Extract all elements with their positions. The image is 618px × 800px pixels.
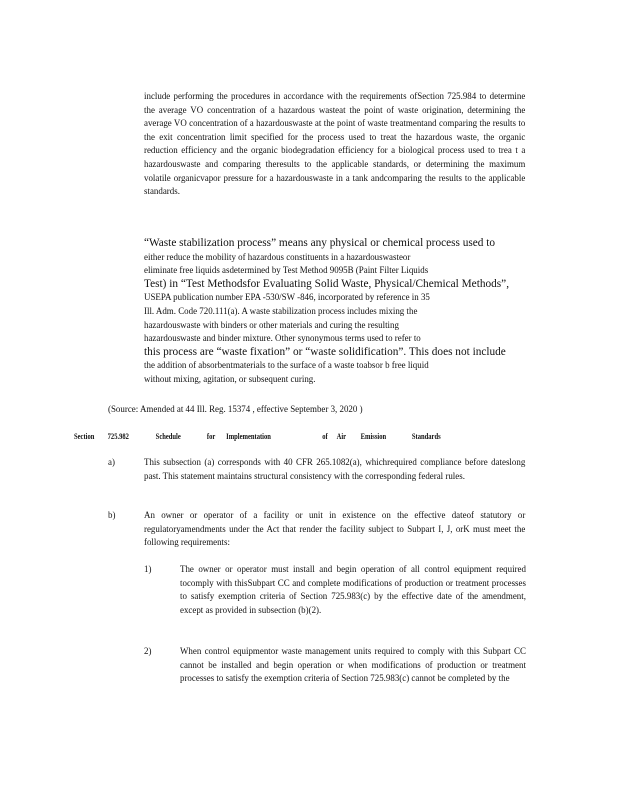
definition-line: the addition of absorbentmaterials to the surface of a waste toabsor b free liquid: [144, 360, 429, 372]
section-title-word: of: [322, 432, 328, 441]
definition-line: this process are “waste fixation” or “waste solidification”. This does not include: [144, 345, 506, 358]
section-title-word: Standards: [411, 432, 441, 441]
definition-line: hazardouswaste with binders or other materials and curing the resulting: [144, 319, 399, 331]
subsection-b-text: An owner or operator of a facility or unit in existence on the effective dateof statutory or regulatoryamendments under the Act that render the facility subject to Subpart I, J, orK must meet the following requirements:: [144, 510, 526, 549]
subsection-b1-label: 1): [144, 564, 152, 575]
definition-line: Test) in “Test Methodsfor Evaluating Solid Waste, Physical/Chemical Methods”,: [144, 277, 510, 290]
definition-line: either reduce the mobility of hazardous constituents in a hazardouswasteor: [144, 251, 411, 263]
section-title-word: Air: [336, 432, 347, 441]
section-title-word: for: [206, 432, 216, 441]
section-number: 725.982: [107, 432, 129, 441]
definition-line: USEPA publication number EPA -530/SW -846, incorporated by reference in 35: [144, 292, 430, 304]
definition-continuation-paragraph: include performing the procedures in accordance with the requirements ofSection 725.984 to determine the average VO concentration of a hazardous wasteat the point of waste origination, determining the average VO concentration of a hazardouswaste at the point of waste treatmentand comparing the results to the exit concentration limit specified for the process used to treat the hazardous waste, the organic reduction efficiency and the organic biodegradation efficiency for a biological process used to trea t a hazardouswaste and comparing theresults to the applicable standards, or determining the maximum volatile organicvapor pressure for a hazardouswaste in a tank andcomparing the results to the applicable standards.: [144, 91, 526, 198]
definition-line: “Waste stabilization process” means any physical or chemical process used to: [144, 237, 496, 249]
subsection-b-label: b): [108, 510, 116, 521]
subsection-a-text: This subsection (a) corresponds with 40 CFR 265.1082(a), whichrequired compliance before dateslong past. This statement maintains structural consistency with the corresponding federal rules.: [144, 457, 526, 482]
section-title-word: Implementation: [226, 432, 271, 441]
subsection-b2-label: 2): [144, 646, 152, 657]
source-note: (Source: Amended at 44 Ill. Reg. 15374 , effective September 3, 2020 ): [108, 404, 363, 415]
subsection-a-label: a): [108, 457, 115, 468]
subsection-b2-text: When control equipmentor waste management units required to comply with this Subpart CC cannot be installed and begin operation or when modifications of production or treatment processes to satisfy the exemption criteria of Section 725.983(c) cannot be completed by the: [180, 646, 526, 685]
definition-line: Ill. Adm. Code 720.111(a). A waste stabilization process includes mixing the: [144, 305, 418, 317]
subsection-b1-text: The owner or operator must install and begin operation of all control equipment required tocomply with thisSubpart CC and complete modifications of production or treatment processes to satisfy exemption criteria of Section 725.983(c) by the effective date of the amendment, except as provided in subsection (b)(2).: [180, 564, 526, 616]
waste-stabilization-definition: [144, 237, 536, 387]
definition-line: without mixing, agitation, or subsequent curing.: [144, 373, 316, 385]
definition-line: hazardouswaste and binder mixture. Other synonymous terms used to refer to: [144, 333, 421, 345]
section-word: Section: [74, 432, 95, 441]
definition-line: eliminate free liquids asdetermined by Test Method 9095B (Paint Filter Liquids: [144, 265, 429, 277]
section-title-word: Schedule: [155, 432, 181, 441]
section-heading: [74, 431, 458, 442]
section-title-word: Emission: [360, 432, 387, 441]
